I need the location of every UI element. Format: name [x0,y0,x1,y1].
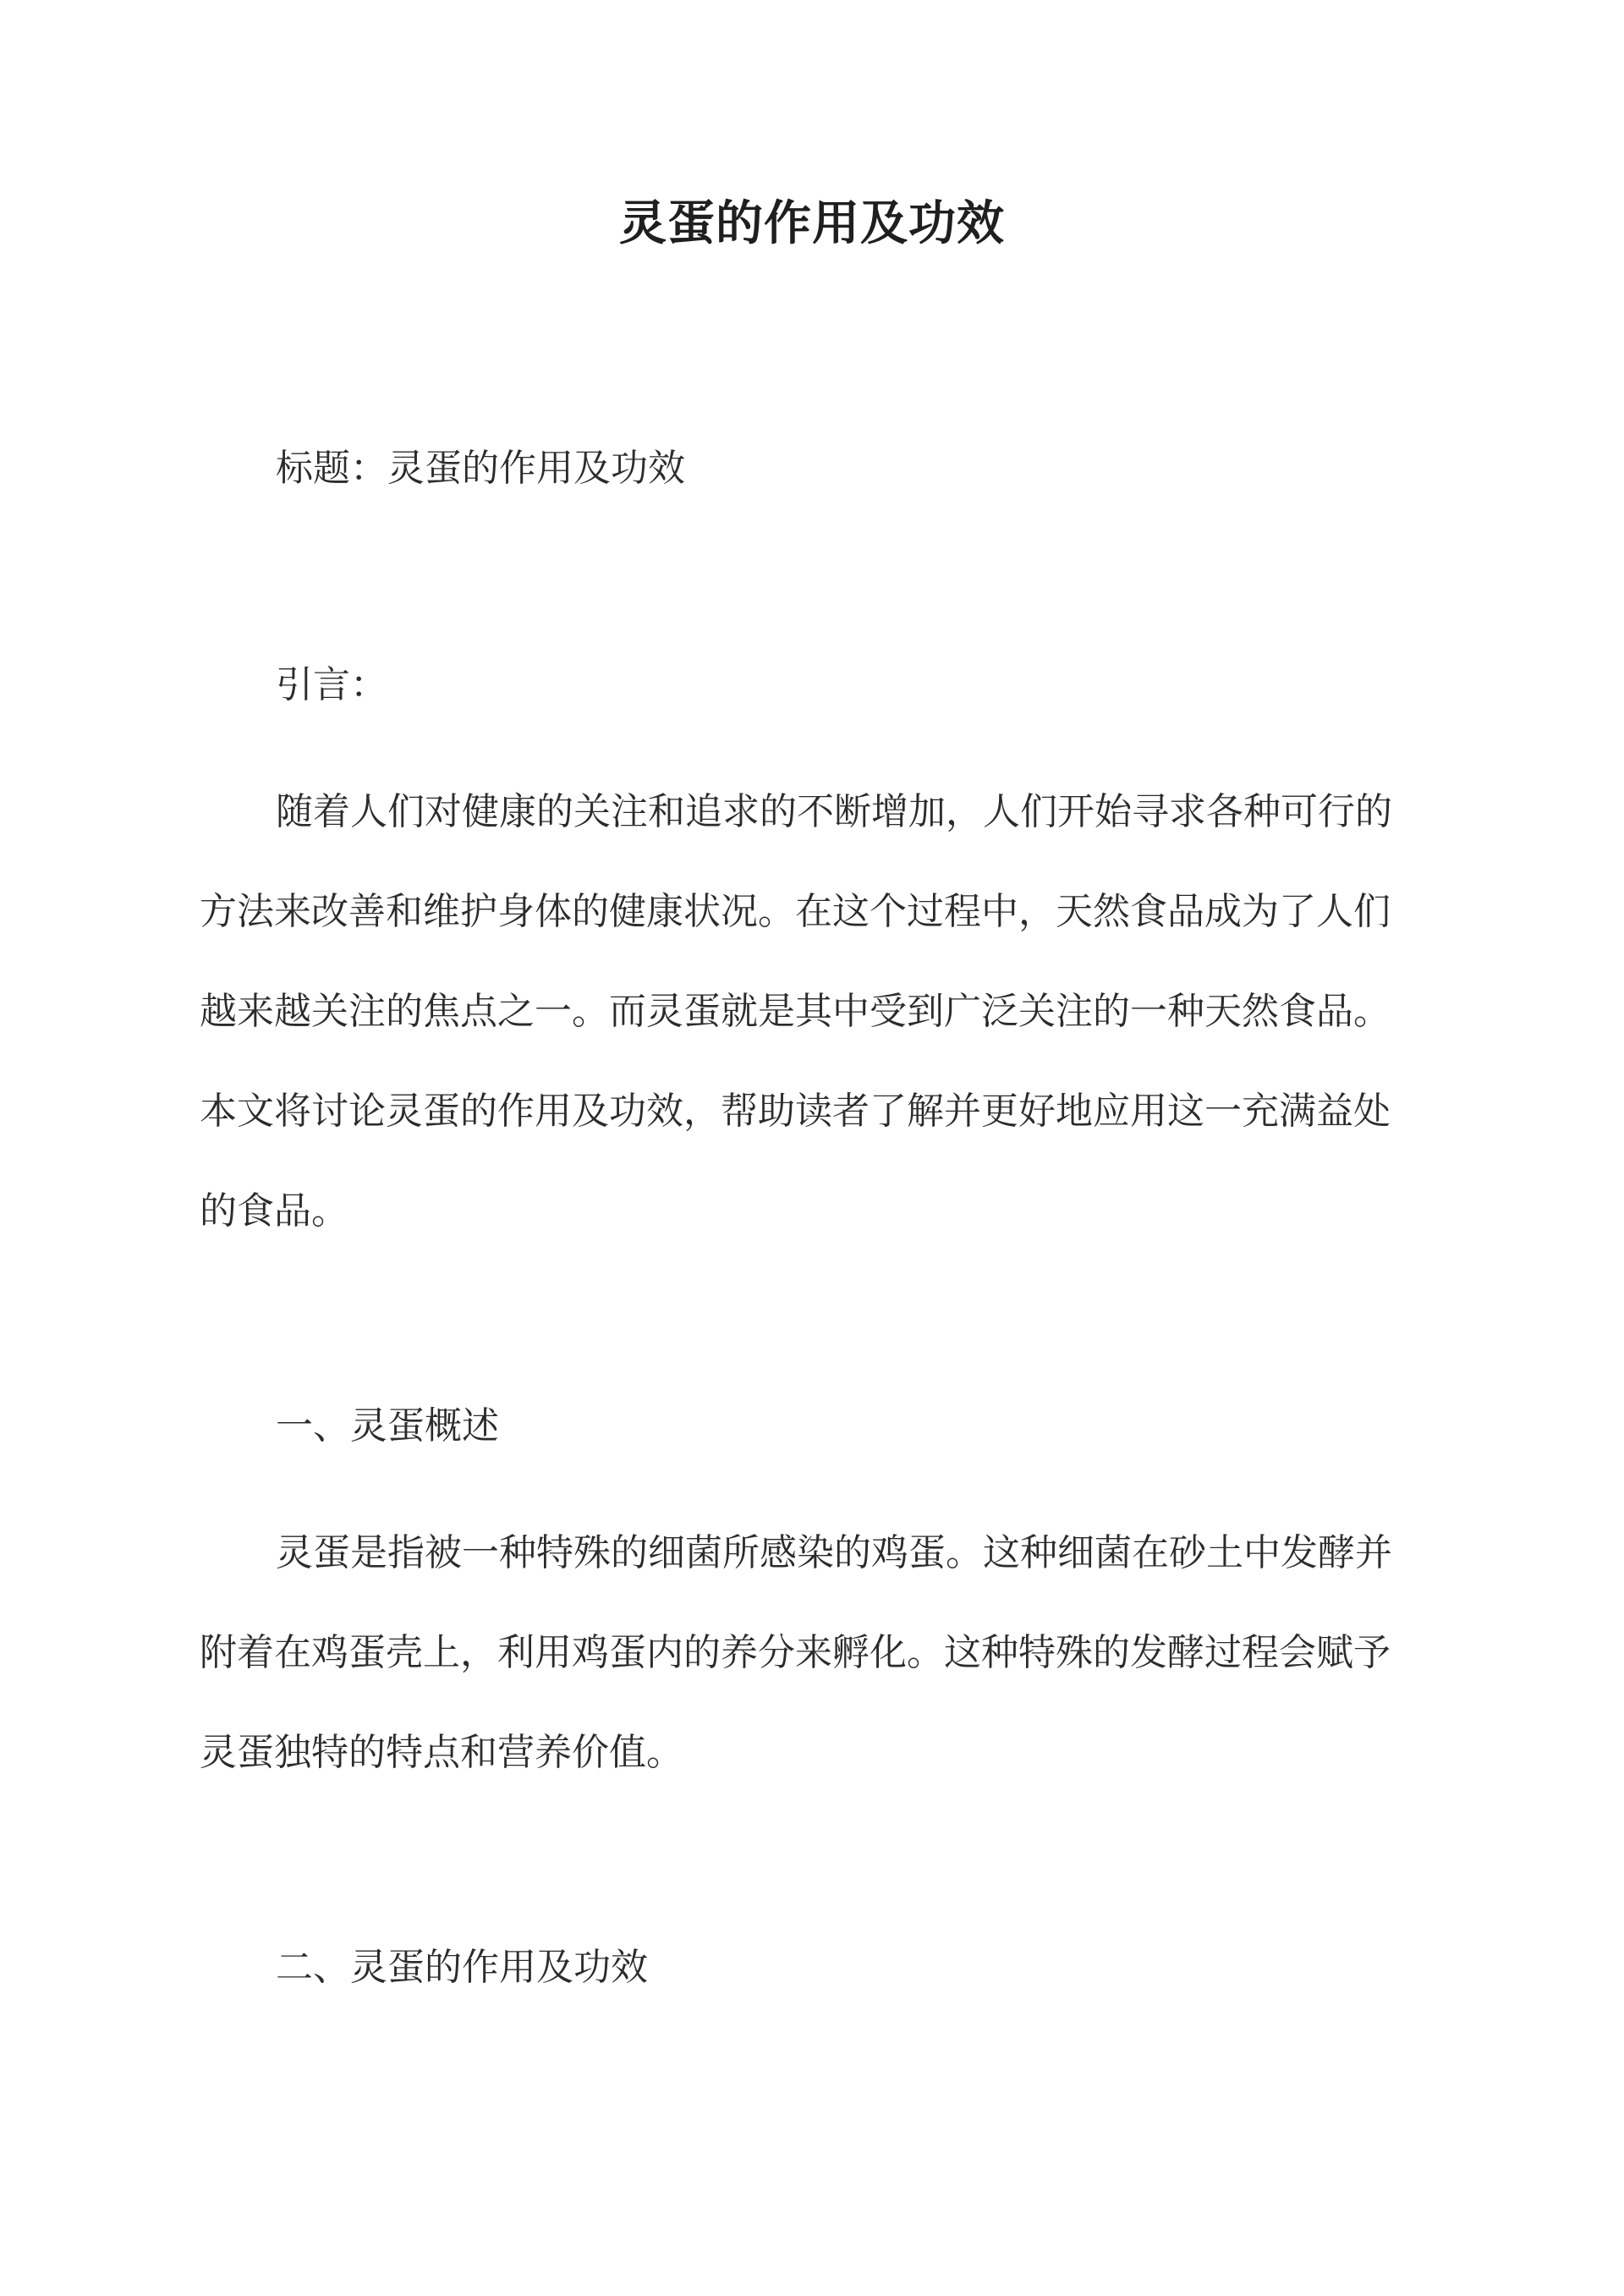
intro-line: 随着人们对健康的关注和追求的不断增加，人们开始寻求各种可行的 [276,790,1392,833]
intro-line: 越来越关注的焦点之一。而灵蛋就是其中受到广泛关注的一种天然食品。 [200,990,1391,1033]
section1-line: 附着在鸡蛋壳上，利用鸡蛋内的养分来孵化。这种特殊的发酵过程会赋予 [200,1631,1391,1674]
intro-heading: 引言： [276,663,387,706]
section1-line: 灵蛋独特的特点和营养价值。 [200,1731,683,1774]
intro-line: 方法来改善和维护身体的健康状况。在这个过程中，天然食品成为了人们 [200,890,1391,933]
section2-heading: 二、灵蛋的作用及功效 [276,1946,648,1989]
document-title: 灵蛋的作用及功效 [619,195,1005,251]
intro-line: 的食品。 [200,1189,348,1233]
intro-line: 本文将讨论灵蛋的作用及功效，帮助读者了解并更好地应用这一充满益处 [200,1090,1391,1133]
section1-line: 灵蛋是指被一种特殊的细菌所感染的鸡蛋。这种细菌在砂土中发酵并 [276,1531,1392,1574]
section1-heading: 一、灵蛋概述 [276,1404,499,1447]
subtitle-line: 标题：灵蛋的作用及功效 [276,447,685,490]
